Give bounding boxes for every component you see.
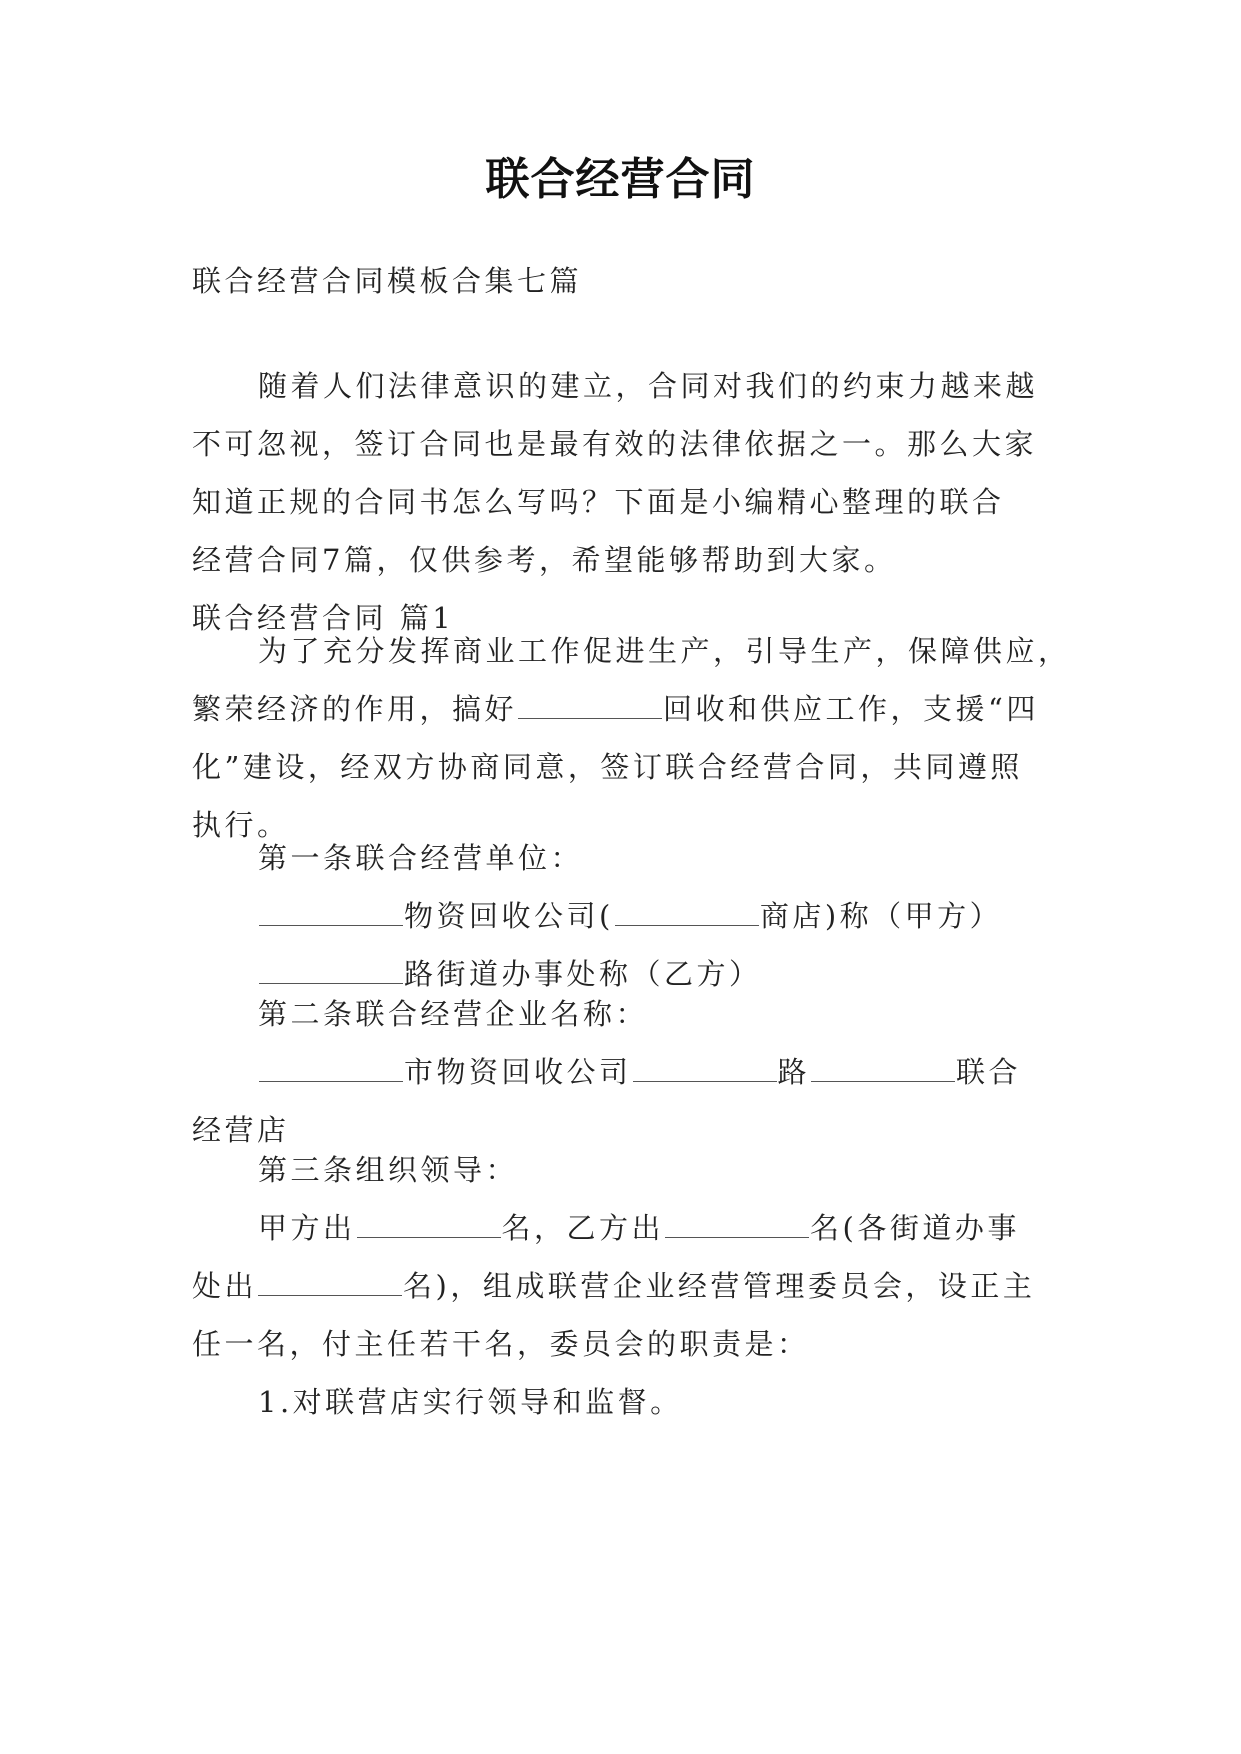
intro-line-4: 经营合同7篇，仅供参考，希望能够帮助到大家。 — [192, 543, 897, 577]
purpose-line-3: 化”建设，经双方协商同意，签订联合经营合同，共同遵照 — [192, 750, 1023, 784]
blank-field — [258, 1269, 402, 1296]
blank-field — [665, 1211, 809, 1238]
intro-line-1: 随着人们法律意识的建立，合同对我们的约束力越来越 — [258, 369, 1039, 403]
purpose-line-4: 执行。 — [192, 808, 290, 842]
committee-line-1 — [192, 1199, 1054, 1257]
committee-text: 名)，组成联营企业经营管理委员会，设正主 — [403, 1269, 1036, 1303]
enterprise-name-line-2: 经营店 — [192, 1113, 290, 1147]
party-a-text: 物资回收公司( — [404, 899, 614, 933]
committee-line-3: 任一名，付主任若干名，委员会的职责是： — [192, 1327, 810, 1361]
party-a-text: 商店)称（甲方） — [759, 899, 1003, 933]
enterprise-name-text: 路 — [777, 1055, 811, 1089]
document-title: 联合经营合同 — [485, 154, 756, 205]
enterprise-name-text: 联合 — [956, 1055, 1022, 1089]
section-heading: 联合经营合同 篇1 — [192, 601, 455, 635]
article-2 — [192, 985, 1054, 1159]
purpose-text: 回收和供应工作，支援“四 — [663, 692, 1039, 726]
blank-field — [615, 899, 759, 926]
article-1-heading: 第一条联合经营单位： — [258, 841, 584, 875]
article-3 — [192, 1141, 1054, 1431]
purpose-line-1: 为了充分发挥商业工作促进生产，引导生产，保障供应， — [258, 634, 1071, 668]
purpose-line-2 — [192, 680, 1054, 738]
article-2-heading: 第二条联合经营企业名称： — [258, 997, 649, 1031]
article-1 — [192, 829, 1054, 1003]
blank-field — [518, 692, 662, 719]
blank-field — [259, 899, 403, 926]
enterprise-name-line — [192, 1043, 1054, 1101]
party-b-text: 路街道办事处称（乙方） — [404, 957, 762, 991]
purpose-text: 繁荣经济的作用，搞好 — [192, 692, 518, 726]
blank-field — [259, 957, 403, 984]
blank-field — [259, 1055, 403, 1082]
intro-line-3: 知道正规的合同书怎么写吗？下面是小编精心整理的联合 — [192, 485, 1005, 519]
committee-text: 名，乙方出 — [501, 1211, 665, 1245]
committee-text: 甲方出 — [258, 1211, 356, 1245]
document-subtitle — [192, 252, 1054, 310]
intro-line-2: 不可忽视，签订合同也是最有效的法律依据之一。那么大家 — [192, 427, 1038, 461]
blank-field — [633, 1055, 777, 1082]
party-a-line — [192, 887, 1054, 945]
committee-text: 处出 — [192, 1269, 258, 1303]
intro-paragraph — [192, 357, 1054, 647]
article-3-heading: 第三条组织领导： — [258, 1153, 519, 1187]
blank-field — [811, 1055, 955, 1082]
committee-text: 名(各街道办事 — [810, 1211, 1020, 1245]
subtitle-text: 联合经营合同模板合集七篇 — [192, 264, 583, 298]
committee-line-2 — [192, 1257, 1054, 1315]
purpose-paragraph — [192, 622, 1071, 854]
duty-item-1: 1.对联营店实行领导和监督。 — [258, 1385, 683, 1419]
blank-field — [357, 1211, 501, 1238]
enterprise-name-text: 市物资回收公司 — [404, 1055, 632, 1089]
